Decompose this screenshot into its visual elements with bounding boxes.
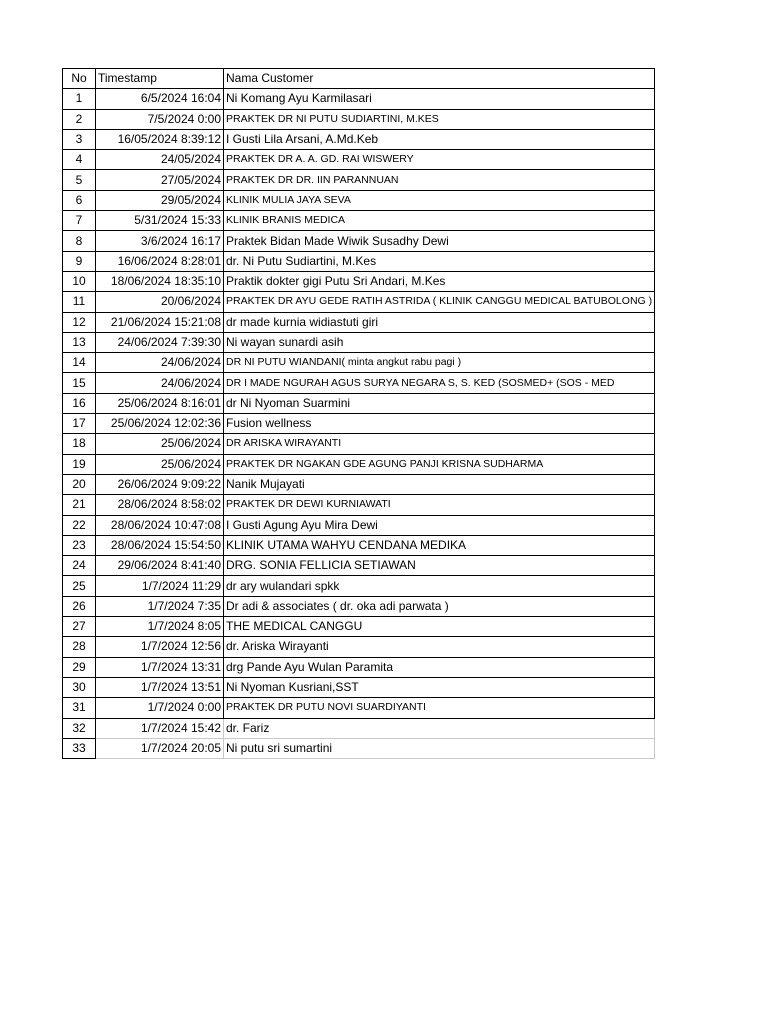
customer-name-cell: dr. Fariz — [224, 718, 655, 738]
customer-name-cell: PRAKTEK DR A. A. GD. RAI WISWERY — [224, 150, 655, 170]
customer-name-cell: dr. Ni Putu Sudiartini, M.Kes — [224, 251, 655, 271]
timestamp-cell: 24/06/2024 — [96, 373, 224, 393]
table-row — [63, 495, 655, 515]
header-timestamp: Timestamp — [96, 69, 224, 89]
row-number-cell: 18 — [63, 434, 96, 454]
row-number-cell: 21 — [63, 495, 96, 515]
timestamp-cell: 29/06/2024 8:41:40 — [96, 556, 224, 576]
customer-name-cell: Praktek Bidan Made Wiwik Susadhy Dewi — [224, 231, 655, 251]
row-number-cell: 10 — [63, 271, 96, 291]
row-number-cell: 19 — [63, 454, 96, 474]
timestamp-cell: 18/06/2024 18:35:10 — [96, 271, 224, 291]
customer-name-cell: dr. Ariska Wirayanti — [224, 637, 655, 657]
customer-table-body — [63, 69, 655, 759]
row-number-cell: 29 — [63, 657, 96, 677]
timestamp-cell: 24/06/2024 7:39:30 — [96, 332, 224, 352]
table-row — [63, 312, 655, 332]
table-row — [63, 129, 655, 149]
customer-name-cell: PRAKTEK DR PUTU NOVI SUARDIYANTI — [224, 698, 655, 718]
table-row — [63, 515, 655, 535]
row-number-cell: 30 — [63, 677, 96, 697]
customer-name-cell: Nanik Mujayati — [224, 474, 655, 494]
table-row — [63, 637, 655, 657]
table-row — [63, 353, 655, 373]
row-number-cell: 24 — [63, 556, 96, 576]
customer-name-cell: DR NI PUTU WIANDANI( minta angkut rabu pagi ) — [224, 353, 655, 373]
table-row — [63, 596, 655, 616]
row-number-cell: 28 — [63, 637, 96, 657]
timestamp-cell: 16/05/2024 8:39:12 — [96, 129, 224, 149]
table-row — [63, 292, 655, 312]
customer-name-cell: KLINIK BRANIS MEDICA — [224, 211, 655, 231]
timestamp-cell: 1/7/2024 7:35 — [96, 596, 224, 616]
customer-name-cell: PRAKTEK DR DR. IIN PARANNUAN — [224, 170, 655, 190]
timestamp-cell: 1/7/2024 15:42 — [96, 718, 224, 738]
table-row — [63, 698, 655, 718]
table-row — [63, 150, 655, 170]
header-no: No — [63, 69, 96, 89]
timestamp-cell: 25/06/2024 — [96, 434, 224, 454]
timestamp-cell: 1/7/2024 12:56 — [96, 637, 224, 657]
timestamp-cell: 25/06/2024 — [96, 454, 224, 474]
table-row — [63, 393, 655, 413]
table-row — [63, 657, 655, 677]
customer-name-cell: DR ARISKA WIRAYANTI — [224, 434, 655, 454]
row-number-cell: 26 — [63, 596, 96, 616]
table-row — [63, 454, 655, 474]
timestamp-cell: 28/06/2024 10:47:08 — [96, 515, 224, 535]
timestamp-cell: 28/06/2024 15:54:50 — [96, 535, 224, 555]
table-row — [63, 718, 655, 738]
timestamp-cell: 21/06/2024 15:21:08 — [96, 312, 224, 332]
customer-name-cell: drg Pande Ayu Wulan Paramita — [224, 657, 655, 677]
customer-name-cell: dr made kurnia widiastuti giri — [224, 312, 655, 332]
row-number-cell: 11 — [63, 292, 96, 312]
timestamp-cell: 24/05/2024 — [96, 150, 224, 170]
table-row — [63, 373, 655, 393]
customer-name-cell: KLINIK UTAMA WAHYU CENDANA MEDIKA — [224, 535, 655, 555]
timestamp-cell: 5/31/2024 15:33 — [96, 211, 224, 231]
timestamp-cell: 1/7/2024 11:29 — [96, 576, 224, 596]
table-row — [63, 231, 655, 251]
table-row — [63, 576, 655, 596]
table-row — [63, 738, 655, 758]
table-row — [63, 332, 655, 352]
row-number-cell: 16 — [63, 393, 96, 413]
customer-name-cell: THE MEDICAL CANGGU — [224, 617, 655, 637]
customer-name-cell: PRAKTEK DR NGAKAN GDE AGUNG PANJI KRISNA SUDHARMA — [224, 454, 655, 474]
row-number-cell: 4 — [63, 150, 96, 170]
customer-name-cell: Praktik dokter gigi Putu Sri Andari, M.Kes — [224, 271, 655, 291]
row-number-cell: 17 — [63, 414, 96, 434]
row-number-cell: 20 — [63, 474, 96, 494]
table-row — [63, 677, 655, 697]
customer-name-cell: PRAKTEK DR DEWI KURNIAWATI — [224, 495, 655, 515]
row-number-cell: 2 — [63, 109, 96, 129]
table-row — [63, 617, 655, 637]
timestamp-cell: 28/06/2024 8:58:02 — [96, 495, 224, 515]
timestamp-cell: 16/06/2024 8:28:01 — [96, 251, 224, 271]
table-row — [63, 190, 655, 210]
row-number-cell: 31 — [63, 698, 96, 718]
customer-name-cell: I Gusti Agung Ayu Mira Dewi — [224, 515, 655, 535]
header-row — [63, 69, 655, 89]
customer-name-cell: DR I MADE NGURAH AGUS SURYA NEGARA S, S. KED (SOSMED+ (SOS - MED — [224, 373, 655, 393]
customer-name-cell: Dr adi & associates ( dr. oka adi parwata ) — [224, 596, 655, 616]
row-number-cell: 7 — [63, 211, 96, 231]
customer-name-cell: Fusion wellness — [224, 414, 655, 434]
customer-name-cell: PRAKTEK DR NI PUTU SUDIARTINI, M.KES — [224, 109, 655, 129]
row-number-cell: 22 — [63, 515, 96, 535]
row-number-cell: 12 — [63, 312, 96, 332]
customer-name-cell: DRG. SONIA FELLICIA SETIAWAN — [224, 556, 655, 576]
row-number-cell: 13 — [63, 332, 96, 352]
table-row — [63, 89, 655, 109]
timestamp-cell: 20/06/2024 — [96, 292, 224, 312]
timestamp-cell: 29/05/2024 — [96, 190, 224, 210]
timestamp-cell: 26/06/2024 9:09:22 — [96, 474, 224, 494]
table-row — [63, 211, 655, 231]
row-number-cell: 15 — [63, 373, 96, 393]
table-row — [63, 535, 655, 555]
row-number-cell: 6 — [63, 190, 96, 210]
customer-name-cell: Ni wayan sunardi asih — [224, 332, 655, 352]
customer-name-cell: Ni Komang Ayu Karmilasari — [224, 89, 655, 109]
customer-name-cell: Ni putu sri sumartini — [224, 738, 655, 758]
row-number-cell: 3 — [63, 129, 96, 149]
row-number-cell: 32 — [63, 718, 96, 738]
timestamp-cell: 1/7/2024 20:05 — [96, 738, 224, 758]
timestamp-cell: 24/06/2024 — [96, 353, 224, 373]
row-number-cell: 25 — [63, 576, 96, 596]
row-number-cell: 5 — [63, 170, 96, 190]
customer-name-cell: PRAKTEK DR AYU GEDE RATIH ASTRIDA ( KLINIK CANGGU MEDICAL BATUBOLONG ) — [224, 292, 655, 312]
timestamp-cell: 6/5/2024 16:04 — [96, 89, 224, 109]
row-number-cell: 14 — [63, 353, 96, 373]
row-number-cell: 1 — [63, 89, 96, 109]
customer-name-cell: dr Ni Nyoman Suarmini — [224, 393, 655, 413]
table-row — [63, 556, 655, 576]
timestamp-cell: 1/7/2024 0:00 — [96, 698, 224, 718]
timestamp-cell: 3/6/2024 16:17 — [96, 231, 224, 251]
timestamp-cell: 1/7/2024 13:31 — [96, 657, 224, 677]
table-row — [63, 271, 655, 291]
customer-name-cell: Ni Nyoman Kusriani,SST — [224, 677, 655, 697]
table-row — [63, 109, 655, 129]
table-row — [63, 170, 655, 190]
timestamp-cell: 7/5/2024 0:00 — [96, 109, 224, 129]
row-number-cell: 9 — [63, 251, 96, 271]
table-row — [63, 434, 655, 454]
row-number-cell: 27 — [63, 617, 96, 637]
customer-name-cell: I Gusti Lila Arsani, A.Md.Keb — [224, 129, 655, 149]
table-row — [63, 414, 655, 434]
timestamp-cell: 1/7/2024 13:51 — [96, 677, 224, 697]
customer-table — [62, 68, 655, 759]
row-number-cell: 33 — [63, 738, 96, 758]
timestamp-cell: 27/05/2024 — [96, 170, 224, 190]
timestamp-cell: 1/7/2024 8:05 — [96, 617, 224, 637]
timestamp-cell: 25/06/2024 8:16:01 — [96, 393, 224, 413]
header-customer-name: Nama Customer — [224, 69, 655, 89]
row-number-cell: 8 — [63, 231, 96, 251]
table-row — [63, 474, 655, 494]
timestamp-cell: 25/06/2024 12:02:36 — [96, 414, 224, 434]
table-row — [63, 251, 655, 271]
customer-name-cell: KLINIK MULIA JAYA SEVA — [224, 190, 655, 210]
customer-name-cell: dr ary wulandari spkk — [224, 576, 655, 596]
row-number-cell: 23 — [63, 535, 96, 555]
